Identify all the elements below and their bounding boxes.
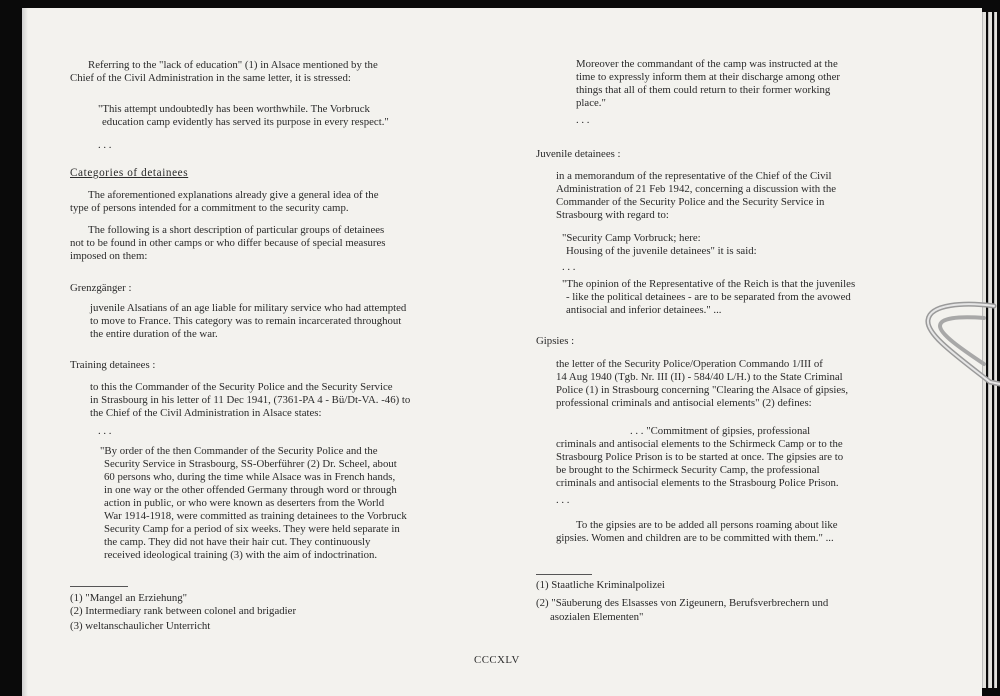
gipsies-end-line-1: To the gipsies are to be added all persons roaming about like: [576, 519, 838, 531]
gipsies-heading: Gipsies :: [536, 335, 575, 347]
left-quote-1-line-2: education camp evidently has served its purpose in every respect.": [102, 116, 389, 128]
gipsies-line-4: professional criminals and antisocial elements" (2) defines:: [556, 397, 812, 409]
juvenile-quote-2-line-1: "The opinion of the Representative of the Reich is that the juveniles: [562, 278, 856, 290]
left-footnote-3: (3) weltanschaulicher Unterricht: [70, 620, 211, 632]
left-paragraph-3-line-1: The following is a short description of particular groups of detainees: [88, 224, 385, 236]
training-quote-line-2: Security Service in Strasbourg, SS-Oberführer (2) Dr. Scheel, about: [104, 458, 397, 470]
juvenile-quote-1-line-2: Housing of the juvenile detainees" it is said:: [566, 245, 757, 257]
grenzganger-line-2: to move to France. This category was to remain incarcerated throughout: [90, 315, 402, 327]
training-quote-line-9: received ideological training (3) with the aim of indoctrination.: [104, 549, 378, 561]
training-quote-line-8: the camp. They did not have their hair cut. They continuously: [104, 536, 371, 548]
page-number: CCCXLV: [474, 654, 520, 666]
training-quote-line-5: action in public, or who were known as deserters from the World: [104, 497, 385, 509]
left-footnote-1: (1) "Mangel an Erziehung": [70, 592, 188, 604]
gipsies-quote-line-4: criminals and antisocial elements to the Strasbourg Police Prison.: [556, 477, 839, 489]
juvenile-quote-2-line-2: - like the political detainees - are to be separated from the avowed: [566, 291, 851, 303]
right-ellipsis-1: . . .: [576, 114, 590, 126]
right-footnote-2-line-1: (2) "Säuberung des Elsasses von Zigeunern, Berufsverbrechern und: [536, 597, 829, 609]
training-line-1: to this the Commander of the Security Police and the Security Service: [90, 381, 393, 393]
right-top-line-1: Moreover the commandant of the camp was instructed at the: [576, 58, 838, 70]
left-paragraph-1-line-2: Chief of the Civil Administration in the same letter, it is stressed:: [70, 72, 351, 84]
gipsies-line-3: Police (1) in Strasbourg concerning "Clearing the Alsace of gipsies,: [556, 384, 849, 396]
page-binding: [22, 8, 28, 696]
left-footnote-rule: [70, 586, 128, 587]
left-paragraph-3-line-3: imposed on them:: [70, 250, 148, 262]
right-footnote-rule: [536, 574, 592, 575]
gipsies-quote-line-1: criminals and antisocial elements to the Schirmeck Camp or to the: [556, 438, 843, 450]
gipsies-line-2: 14 Aug 1940 (Tgb. Nr. III (II) - 584/40 L/H.) to the State Criminal: [556, 371, 843, 383]
gipsies-quote-first-line: . . . "Commitment of gipsies, professional: [630, 425, 811, 437]
right-ellipsis-3: . . .: [556, 494, 570, 506]
right-top-line-3: things that all of them could return to their former working: [576, 84, 831, 96]
grenzganger-heading: Grenzgänger :: [70, 282, 132, 294]
right-ellipsis-2: . . .: [562, 261, 576, 273]
training-quote-line-3: 60 persons who, during the time while Alsace was in French hands,: [104, 471, 396, 483]
right-top-line-2: time to expressly inform them at their discharge among other: [576, 71, 840, 83]
right-footnote-2-line-2: asozialen Elementen": [550, 611, 644, 623]
categories-heading: Categories of detainees: [70, 167, 189, 179]
left-ellipsis-2: . . .: [98, 425, 112, 437]
gipsies-line-1: the letter of the Security Police/Operation Commando 1/III of: [556, 358, 823, 370]
left-ellipsis-1: . . .: [98, 139, 112, 151]
training-line-3: the Chief of the Civil Administration in Alsace states:: [90, 407, 322, 419]
training-heading: Training detainees :: [70, 359, 156, 371]
juvenile-quote-2-line-3: antisocial and inferior detainees." ...: [566, 304, 722, 316]
grenzganger-line-3: the entire duration of the war.: [90, 328, 218, 340]
gipsies-quote-line-2: Strasbourg Police Prison is to be started at once. The gipsies are to: [556, 451, 844, 463]
training-quote-line-4: in one way or the other offended Germany through word or through: [104, 484, 397, 496]
gipsies-end-line-2: gipsies. Women and children are to be committed with them." ...: [556, 532, 834, 544]
right-footnote-1: (1) Staatliche Kriminalpolizei: [536, 579, 665, 591]
juvenile-line-1: in a memorandum of the representative of the Chief of the Civil: [556, 170, 832, 182]
training-quote-line-6: War 1914-1918, were committed as training detainees to the Vorbruck: [104, 510, 407, 522]
gipsies-quote-line-3: be brought to the Schirmeck Security Camp, the professional: [556, 464, 820, 476]
left-paragraph-2-line-1: The aforementioned explanations already give a general idea of the: [88, 189, 379, 201]
left-paragraph-1-line-1: Referring to the "lack of education" (1) in Alsace mentioned by the: [88, 59, 378, 71]
juvenile-line-3: Commander of the Security Police and the Security Service in: [556, 196, 825, 208]
grenzganger-line-1: juvenile Alsatians of an age liable for military service who had attempted: [90, 302, 407, 314]
juvenile-line-2: Administration of 21 Feb 1942, concerning a discussion with the: [556, 183, 837, 195]
training-quote-line-7: Security Camp for a period of six weeks. They were held separate in: [104, 523, 400, 535]
left-paragraph-3-line-2: not to be found in other camps or who differ because of special measures: [70, 237, 386, 249]
document-page: [22, 8, 982, 696]
left-quote-1-line-1: "This attempt undoubtedly has been worthwhile. The Vorbruck: [98, 103, 370, 115]
training-quote-line-1: "By order of the then Commander of the Security Police and the: [100, 445, 378, 457]
juvenile-line-4: Strasbourg with regard to:: [556, 209, 669, 221]
right-top-line-4: place.": [576, 97, 606, 109]
left-footnote-2: (2) Intermediary rank between colonel and brigadier: [70, 605, 297, 617]
training-line-2: in Strasbourg in his letter of 11 Dec 1941, (7361-PA 4 - Bü/Dt-VA. -46) to: [90, 394, 411, 406]
juvenile-quote-1-line-1: "Security Camp Vorbruck; here:: [562, 232, 701, 244]
left-paragraph-2-line-2: type of persons intended for a commitment to the security camp.: [70, 202, 349, 214]
juvenile-heading: Juvenile detainees :: [536, 148, 621, 160]
paper-clip-icon: [924, 298, 1000, 388]
